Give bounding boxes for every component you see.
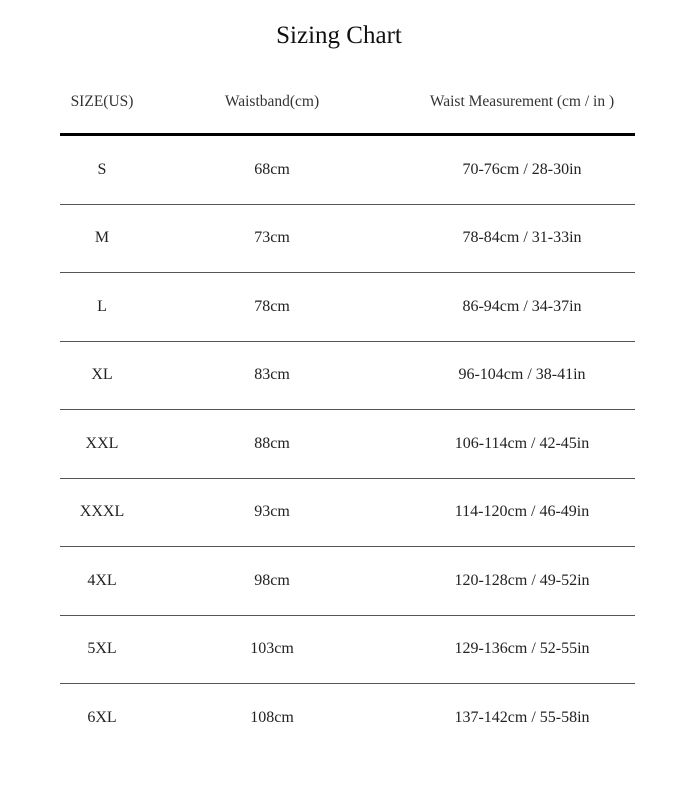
waistband-cell: 68cm	[254, 160, 290, 178]
table-row	[60, 342, 635, 411]
waistband-cell: 78cm	[254, 297, 290, 315]
waist-measurement-cell: 137-142cm / 55-58in	[454, 708, 590, 726]
waist-measurement-cell: 96-104cm / 38-41in	[458, 366, 586, 384]
waist-measurement-cell: 70-76cm / 28-30in	[462, 160, 582, 178]
table-row	[60, 479, 635, 548]
waistband-cell: 83cm	[254, 366, 290, 384]
waist-measurement-cell: 86-94cm / 34-37in	[462, 297, 582, 315]
size-cell: S	[97, 160, 107, 178]
size-cell: XXXL	[79, 503, 125, 521]
waistband-cell: 98cm	[254, 571, 290, 589]
header-waistband: Waistband(cm)	[224, 92, 320, 110]
waistband-cell: 73cm	[254, 229, 290, 247]
size-cell: L	[97, 297, 107, 315]
waistband-cell: 108cm	[250, 708, 294, 726]
sizing-table	[60, 70, 635, 752]
waist-measurement-cell: 129-136cm / 52-55in	[454, 640, 590, 658]
table-row	[60, 136, 635, 205]
page-title: Sizing Chart	[276, 22, 402, 49]
table-row	[60, 205, 635, 274]
header-size: SIZE(US)	[70, 92, 134, 110]
waistband-cell: 93cm	[254, 503, 290, 521]
size-cell: 5XL	[87, 640, 117, 658]
table-header-row	[60, 70, 635, 136]
size-cell: M	[94, 229, 110, 247]
waist-measurement-cell: 114-120cm / 46-49in	[454, 503, 590, 521]
table-row	[60, 684, 635, 752]
waist-measurement-cell: 78-84cm / 31-33in	[462, 229, 582, 247]
header-waist-measurement: Waist Measurement (cm / in )	[429, 92, 615, 110]
size-cell: XL	[91, 366, 113, 384]
table-row	[60, 547, 635, 616]
waistband-cell: 88cm	[254, 434, 290, 452]
waist-measurement-cell: 120-128cm / 49-52in	[454, 571, 590, 589]
table-row	[60, 616, 635, 685]
waistband-cell: 103cm	[250, 640, 294, 658]
size-cell: XXL	[85, 434, 119, 452]
table-row	[60, 410, 635, 479]
table-row	[60, 273, 635, 342]
size-cell: 4XL	[87, 571, 117, 589]
size-cell: 6XL	[87, 708, 117, 726]
waist-measurement-cell: 106-114cm / 42-45in	[454, 434, 590, 452]
